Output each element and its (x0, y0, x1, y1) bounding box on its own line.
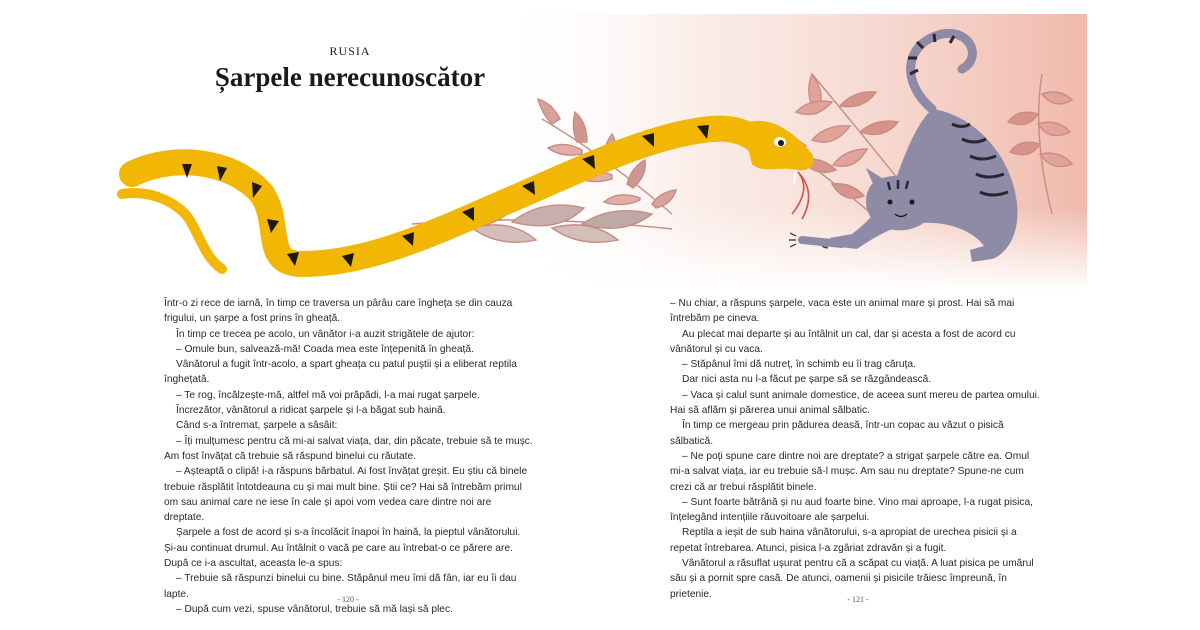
paragraph: Dar nici asta nu l-a făcut pe șarpe să se răzgândească. (682, 374, 932, 386)
paragraph: Când s-a întremat, șarpele a sâsâit: (176, 420, 338, 432)
paragraph: – Sunt foarte bătrână și nu aud foarte bine. Vino mai aproape, l-a rugat pisica, înțelegând intențiile răuvoitoare ale șarpelui. (670, 496, 1033, 524)
paragraph: În timp ce mergeau prin pădurea deasă, într-un copac au văzut o pisică sălbatică. (670, 420, 1004, 447)
paragraph: Într-o zi rece de iarnă, în timp ce traversa un pârâu care îngheța se din cauza frigului, un șarpe a fost prins în gheață. (164, 298, 513, 325)
paragraph: Șarpele a fost de acord și s-a încolăcit înapoi în haină, la pieptul vânătorului. Și-au continuat drumul. Au întâlnit o vacă pe care au întrebat-o ce părere are. După ce i-a ascultat, aceasta le-a spus: (164, 527, 521, 570)
paragraph: – Stăpânul îmi dă nutreț, în schimb eu îi trag căruța. (682, 359, 916, 371)
page-number-left: - 120 - (337, 595, 359, 604)
paragraph: Vânătorul a fugit într-acolo, a spart gheața cu patul puștii și a eliberat reptila înghețată. (164, 359, 517, 386)
paragraph: – Îți mulțumesc pentru că mi-ai salvat viața, dar, din păcate, trebuie să te mușc. Am fost învățat că trebuie să răspund binelui cu răutate. (164, 435, 533, 462)
story-country: RUSIA (329, 44, 371, 58)
paragraph: Încrezător, vânătorul a ridicat șarpele și l-a băgat sub haină. (176, 405, 446, 417)
paragraph: – După cum vezi, spuse vânătorul, trebuie să mă lași să plec. (176, 603, 453, 615)
paragraph: Au plecat mai departe și au întâlnit un cal, dar și acesta a fost de acord cu vânătorul și cu vaca. (670, 328, 1016, 355)
paragraph: – Trebuie să răspunzi binelui cu bine. Stăpânul meu îmi dă fân, iar eu îi dau lapte. (164, 573, 517, 600)
left-page-text (164, 296, 534, 617)
page-number-right: - 121 - (847, 595, 869, 604)
paragraph: În timp ce trecea pe acolo, un vânător i-a auzit strigătele de ajutor: (176, 328, 475, 340)
paragraph: Reptila a ieșit de sub haina vânătorului, s-a apropiat de urechea pisicii și a repetat întrebarea. Atunci, pisica l-a zgâriat zdravăn și a fugit. (670, 527, 1017, 554)
paragraph: – Vaca și calul sunt animale domestice, de aceea sunt mereu de partea omului. Hai să aflăm și părerea unui animal sălbatic. (670, 389, 1040, 417)
paragraph: – Nu chiar, a răspuns șarpele, vaca este un animal mare și prost. Hai să mai întrebăm pe cineva. (670, 298, 1015, 325)
paragraph: Vânătorul a răsuflat ușurat pentru că a scăpat cu viață. A luat pisica pe umărul său și a pornit spre casă. De atunci, oamenii și pisicile trăiesc împreună, în prietenie. (670, 558, 1034, 600)
paragraph: – Te rog, încălzește-mă, altfel mă voi prăpădi, l-a mai rugat șarpele. (176, 389, 480, 401)
paragraph: – Ne poți spune care dintre noi are dreptate? a strigat șarpele către ea. Omul mi-a salvat viața, iar eu trebuie să-l mușc. Am sau nu dreptate? Spune-ne cum crezi că ar trebui răsplătit binele. (670, 450, 1030, 493)
illustration-svg (112, 14, 1087, 290)
story-illustration (112, 14, 1087, 290)
paragraph: – Omule bun, salvează-mă! Coada mea este înțepenită în gheață. (176, 343, 474, 355)
story-title: Șarpele nerecunoscător (214, 62, 486, 92)
right-page-text (670, 296, 1040, 602)
paragraph: – Așteaptă o clipă! i-a răspuns bărbatul. Ai fost învățat greșit. Eu știu că binele trebuie răsplătit întotdeauna cu și mai mult bine. Știi ce? Hai să întrebăm primul om sau animal care ne iese în cale și apoi vom vedea care dintre noi are dreptate. (164, 466, 528, 524)
